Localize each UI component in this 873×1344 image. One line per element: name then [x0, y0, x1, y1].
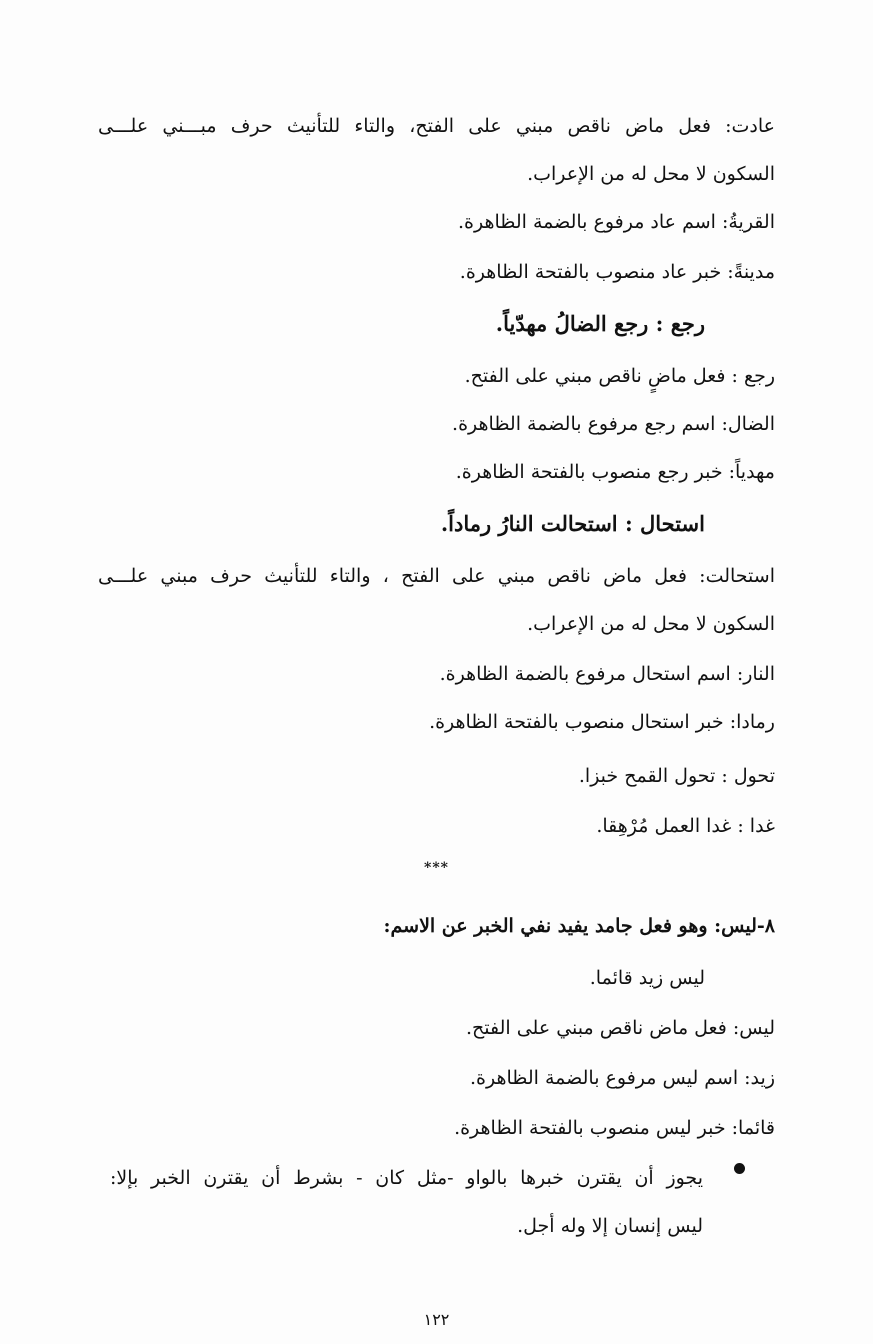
text-line: زيد: اسم ليس مرفوع بالضمة الظاهرة. [470, 1067, 775, 1089]
text-line: رمادا: خبر استحال منصوب بالفتحة الظاهرة. [429, 711, 775, 733]
text-line: عادت: فعل ماض ناقص مبني على الفتح، والتاء للتأنيث حرف مبـــني علـــى [98, 115, 775, 137]
example-sentence: ليس إنسان إلا وله أجل. [517, 1215, 703, 1237]
text-line: السكون لا محل له من الإعراب. [527, 163, 775, 185]
text-line: مدينةً: خبر عاد منصوب بالفتحة الظاهرة. [459, 261, 775, 283]
bullet-text: يجوز أن يقترن خبرها بالواو -مثل كان - بشرط أن يقترن الخبر بإلا: [110, 1167, 703, 1189]
example-heading: استحال : استحالت النارُ رماداً. [440, 511, 705, 536]
text-line: مهدياً: خبر رجع منصوب بالفتحة الظاهرة. [455, 461, 775, 483]
section-heading: ٨-ليس: وهو فعل جامد يفيد نفي الخبر عن الاسم: [383, 915, 775, 937]
text-line: القريةُ: اسم عاد مرفوع بالضمة الظاهرة. [457, 211, 775, 233]
example-line: تحول : تحول القمح خبزا. [578, 765, 775, 787]
text-line: الضال: اسم رجع مرفوع بالضمة الظاهرة. [452, 413, 775, 435]
example-heading: رجع : رجع الضالُ مهدّياً. [495, 311, 705, 336]
text-line: النار: اسم استحال مرفوع بالضمة الظاهرة. [439, 663, 775, 685]
text-line: استحالت: فعل ماض ناقص مبني على الفتح ، والتاء للتأنيث حرف مبني علـــى [98, 565, 775, 587]
page-number: ١٢٢ [423, 1310, 450, 1329]
example-line: غدا : غدا العمل مُرْهِقا. [596, 815, 775, 837]
section-separator: *** [424, 860, 449, 876]
text-line: السكون لا محل له من الإعراب. [527, 613, 775, 635]
example-sentence: ليس زيد قائما. [589, 967, 705, 989]
bullet-icon [734, 1163, 745, 1174]
text-line: قائما: خبر ليس منصوب بالفتحة الظاهرة. [454, 1117, 775, 1139]
text-line: رجع : فعل ماضٍ ناقص مبني على الفتح. [464, 365, 775, 387]
text-line: ليس: فعل ماض ناقص مبني على الفتح. [465, 1017, 775, 1039]
